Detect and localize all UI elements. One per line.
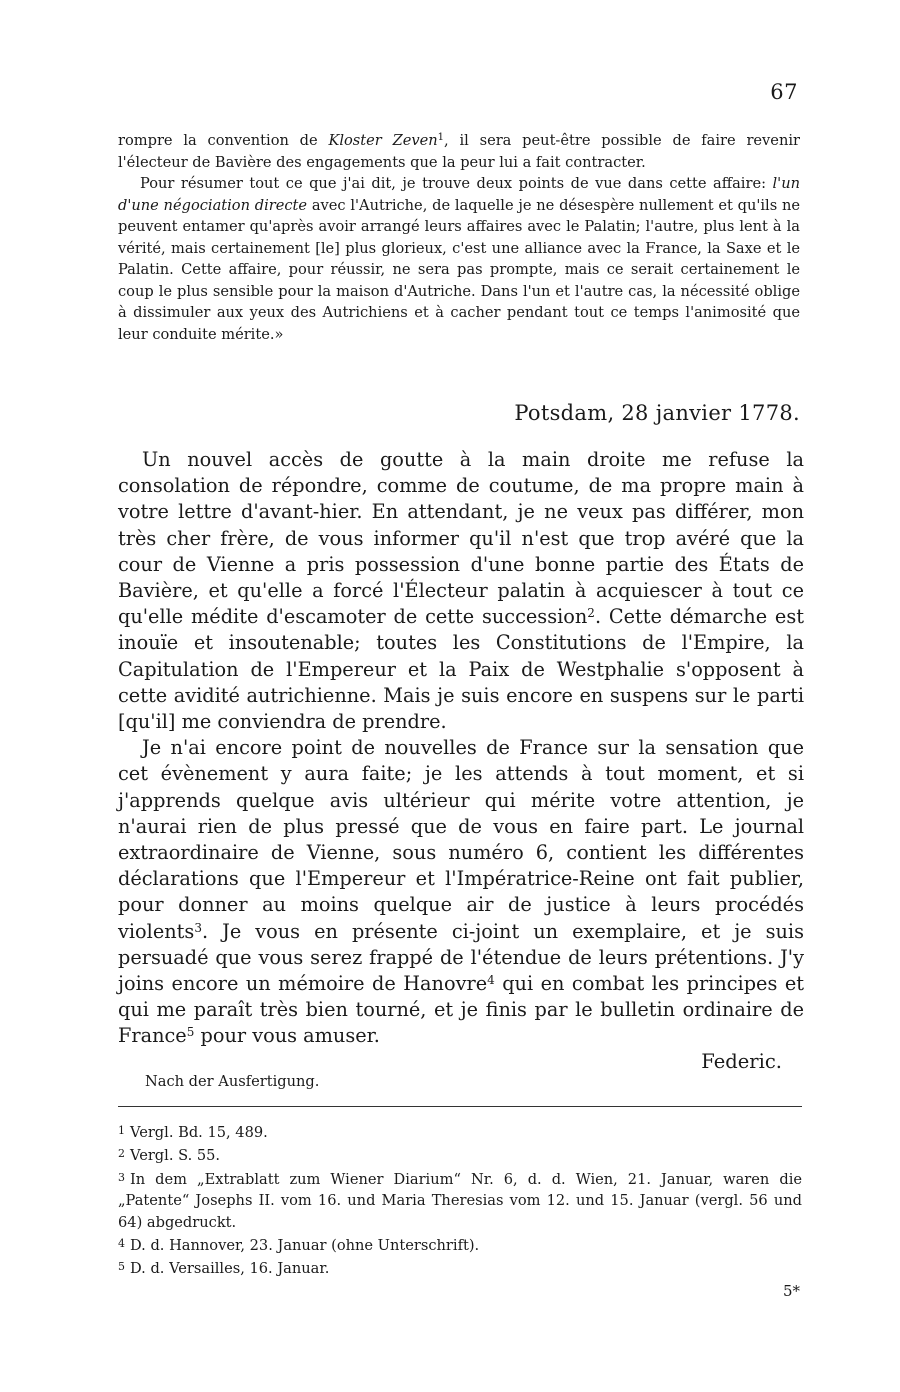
footnote-text: D. d. Hannover, 23. Januar (ohne Unterschrift). bbox=[130, 1237, 480, 1255]
footnote bbox=[118, 1167, 802, 1233]
footnote bbox=[118, 1256, 802, 1279]
footnote-text: Vergl. S. 55. bbox=[130, 1147, 221, 1165]
footnote-ref: 4 bbox=[487, 973, 495, 988]
footnote-ref: 5 bbox=[186, 1025, 195, 1040]
footnote bbox=[118, 1233, 802, 1256]
footnote bbox=[118, 1143, 802, 1166]
footnote-text: Vergl. Bd. 15, 489. bbox=[130, 1124, 268, 1141]
paragraph: Un nouvel accès de goutte à la main droite me refuse la consolation de répondre, comme de coutume, de ma propre main à votre lettre d'avant-hier. En attendant, je ne veux pas différer, mon très cher frère, de vous informer qu'il n'est que trop avéré que la cour de Vienne a pris possession d'une bonne partie des États de Bavière, et qu'elle a forcé l'Électeur palatin à acquiescer à tout ce qu'elle médite d'escamoter de cette succession$^2$. Cette démarche est inouïe et insoutenable; toutes les Constitutions de l'Empire, la Capitulation de l'Empereur et la Paix de Westphalie s'opposent à cette avidité autrichienne. Mais je suis encore en suspens sur le parti [qu'il] me conviendra de prendre. bbox=[118, 448, 804, 734]
source-note: Nach der Ausfertigung. bbox=[145, 1073, 320, 1090]
emphasis: Kloster Zeven bbox=[328, 132, 438, 149]
footnote-number: 5 bbox=[118, 1260, 125, 1274]
paragraph: Je n'ai encore point de nouvelles de France sur la sensation que cet évènement y aura faite; je les attends à tout moment, et si j'apprends quelque avis ultérieur qui mérite votre attention, je n'aurai rien de plus pressé que de vous en faire part. Le journal extraordinaire de Vienne, sous numéro 6, contient les différentes déclarations que l'Empereur et l'Impératrice-Reine ont fait publier, pour donner au moins quelque air de justice à leurs procédés violents$^3$. Je vous en présente ci-joint un exemplaire, et je suis persuadé que vous serez frappé de l'étendue de leurs prétentions. J'y joins encore un mémoire de Hanovre$^4$ qui en combat les principes et qui me paraît très bien tourné, et je finis par le bulletin ordinaire de France$^5$ pour vous amuser. bbox=[118, 736, 804, 1048]
paragraph: Pour résumer tout ce que j'ai dit, je trouve deux points de vue dans cette affaire: l'un d'une négociation directe avec l'Autriche, de laquelle je ne désespère nullement et qu'ils ne peuvent entamer qu'après avoir arrangé leurs affaires avec le Palatin; l'autre, plus lent à la vérité, mais certainement [le] plus glorieux, c'est une alliance avec la France, la Saxe et le Palatin. Cette affaire, pour réussir, ne sera pas prompte, mais ce serait certainement le coup le plus sensible pour la maison d'Autriche. Dans l'un et l'autre cas, la nécessité oblige à dissimuler aux yeux des Autrichiens et à cacher pendant tout ce temps l'animosité que leur conduite mérite.» bbox=[118, 175, 800, 343]
footnote-ref: 1 bbox=[437, 132, 445, 143]
footnote-ref: 3 bbox=[194, 920, 202, 935]
footnote-ref: 2 bbox=[587, 606, 595, 621]
letter-dateline: Potsdam, 28 janvier 1778. bbox=[514, 401, 800, 425]
footnote-text: D. d. Versailles, 16. Januar. bbox=[130, 1260, 330, 1278]
footnotes bbox=[118, 1120, 802, 1280]
emphasis: l'un d'une négociation directe bbox=[118, 175, 800, 214]
page-number: 67 bbox=[770, 80, 798, 104]
letter-signature: Federic. bbox=[701, 1050, 782, 1073]
previous-letter-ending bbox=[118, 130, 800, 345]
footnote bbox=[118, 1120, 802, 1143]
paragraph: rompre la convention de Kloster Zeven$^1$, il sera peut-être possible de faire revenir l'électeur de Bavière des engagements que la peur lui a fait contracter. bbox=[118, 132, 800, 171]
footnote-number: 4 bbox=[118, 1237, 125, 1251]
letter-body bbox=[118, 447, 804, 1050]
footnote-divider bbox=[118, 1106, 802, 1107]
footnote-text: In dem „Extrablatt zum Wiener Diarium“ Nr. 6, d. d. Wien, 21. Januar, waren die „Patente“ Josephs II. vom 16. und Maria Theresias vom 12. und 15. Januar (vergl. 56 und 64) abgedruckt. bbox=[118, 1170, 802, 1231]
footnote-number: 2 bbox=[118, 1147, 125, 1161]
footnote-number: 3 bbox=[118, 1170, 125, 1184]
footnote-number: 1 bbox=[118, 1124, 125, 1137]
printer-signature-mark: 5* bbox=[782, 1282, 800, 1300]
